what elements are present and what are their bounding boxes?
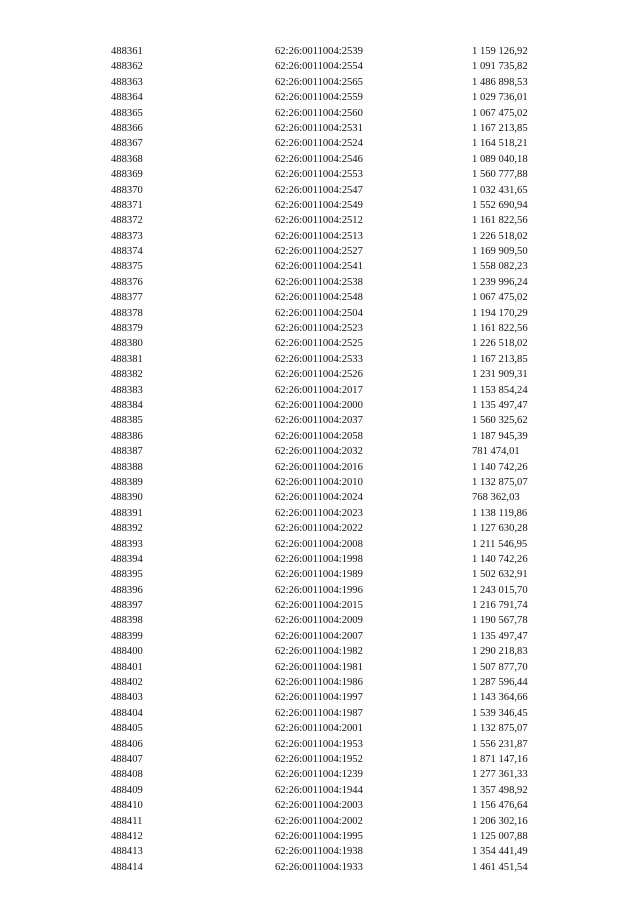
table-row: [0, 321, 640, 336]
table-row: [0, 537, 640, 552]
cadastral-number: 62:26:0011004:2547: [275, 184, 363, 196]
cadastral-value: 1 091 735,82: [472, 61, 528, 73]
record-number: 488372: [111, 215, 143, 227]
record-number: 488402: [111, 677, 143, 689]
record-number: 488400: [111, 646, 143, 658]
cadastral-value: 1 140 742,26: [472, 461, 528, 473]
cadastral-number: 62:26:0011004:2016: [275, 461, 363, 473]
cadastral-value: 1 138 119,86: [472, 507, 528, 519]
table-row: [0, 136, 640, 151]
cadastral-number: 62:26:0011004:2003: [275, 800, 363, 812]
cadastral-number: 62:26:0011004:2539: [275, 46, 363, 57]
record-number: 488395: [111, 569, 143, 581]
table-row: [0, 798, 640, 813]
table-row: [0, 552, 640, 567]
record-number: 488388: [111, 461, 143, 473]
cadastral-value: 1 156 476,64: [472, 800, 528, 812]
cadastral-number: 62:26:0011004:2001: [275, 723, 363, 735]
table-row: [0, 259, 640, 274]
table-row: [0, 152, 640, 167]
table-row: [0, 75, 640, 90]
table-row: [0, 275, 640, 290]
cadastral-value: 1 127 630,28: [472, 523, 528, 535]
record-number: 488401: [111, 661, 143, 673]
cadastral-value: 1 552 690,94: [472, 199, 528, 211]
table-row: [0, 844, 640, 859]
cadastral-value: 1 507 877,70: [472, 661, 528, 673]
cadastral-number: 62:26:0011004:2549: [275, 199, 363, 211]
cadastral-value: 1 871 147,16: [472, 753, 528, 765]
cadastral-value: 1 556 231,87: [472, 738, 528, 750]
record-number: 488408: [111, 769, 143, 781]
table-row: [0, 583, 640, 598]
table-row: [0, 475, 640, 490]
record-number: 488394: [111, 553, 143, 565]
record-number: 488363: [111, 76, 143, 88]
cadastral-value: 1 226 518,02: [472, 230, 528, 242]
record-number: 488377: [111, 292, 143, 304]
cadastral-value: 1 243 015,70: [472, 584, 528, 596]
cadastral-value: 1 502 632,91: [472, 569, 528, 581]
cadastral-number: 62:26:0011004:1981: [275, 661, 363, 673]
cadastral-value: 1 560 325,62: [472, 415, 528, 427]
cadastral-value: 1 132 875,07: [472, 723, 528, 735]
record-number: 488379: [111, 323, 143, 335]
record-number: 488398: [111, 615, 143, 627]
record-number: 488390: [111, 492, 143, 504]
table-row: [0, 629, 640, 644]
cadastral-value: 768 362,03: [472, 492, 520, 504]
record-number: 488389: [111, 476, 143, 488]
cadastral-value: 1 135 497,47: [472, 630, 528, 642]
cadastral-number: 62:26:0011004:1982: [275, 646, 363, 658]
cadastral-number: 62:26:0011004:2553: [275, 169, 363, 181]
table-row: [0, 383, 640, 398]
record-number: 488362: [111, 61, 143, 73]
record-number: 488411: [111, 815, 143, 827]
record-number: 488391: [111, 507, 143, 519]
cadastral-value: 1 239 996,24: [472, 276, 528, 288]
cadastral-number: 62:26:0011004:2525: [275, 338, 363, 350]
cadastral-number: 62:26:0011004:2015: [275, 600, 363, 612]
cadastral-value: 1 216 791,74: [472, 600, 528, 612]
cadastral-number: 62:26:0011004:2017: [275, 384, 363, 396]
record-number: 488410: [111, 800, 143, 812]
record-number: 488385: [111, 415, 143, 427]
cadastral-value: 1 167 213,85: [472, 122, 528, 134]
record-number: 488383: [111, 384, 143, 396]
cadastral-number: 62:26:0011004:1944: [275, 784, 363, 796]
record-number: 488373: [111, 230, 143, 242]
cadastral-value: 1 357 498,92: [472, 784, 528, 796]
cadastral-value: 1 089 040,18: [472, 153, 528, 165]
record-number: 488381: [111, 353, 143, 365]
table-row: [0, 506, 640, 521]
cadastral-number: 62:26:0011004:2010: [275, 476, 363, 488]
cadastral-value: 781 474,01: [472, 446, 520, 458]
record-number: 488405: [111, 723, 143, 735]
record-number: 488403: [111, 692, 143, 704]
table-row: [0, 598, 640, 613]
cadastral-value: 1 161 822,56: [472, 215, 528, 227]
cadastral-value: 1 231 909,31: [472, 369, 528, 381]
record-number: 488386: [111, 430, 143, 442]
record-number: 488367: [111, 138, 143, 150]
record-number: 488365: [111, 107, 143, 119]
cadastral-value: 1 206 302,16: [472, 815, 528, 827]
record-number: 488396: [111, 584, 143, 596]
cadastral-number: 62:26:0011004:2000: [275, 399, 363, 411]
cadastral-number: 62:26:0011004:2565: [275, 76, 363, 88]
record-number: 488409: [111, 784, 143, 796]
table-row: [0, 460, 640, 475]
cadastral-number: 62:26:0011004:2037: [275, 415, 363, 427]
record-number: 488375: [111, 261, 143, 273]
table-row: [0, 183, 640, 198]
table-row: [0, 398, 640, 413]
cadastral-number: 62:26:0011004:2512: [275, 215, 363, 227]
table-row: [0, 44, 640, 59]
record-number: 488370: [111, 184, 143, 196]
cadastral-value: 1 539 346,45: [472, 707, 528, 719]
cadastral-number: 62:26:0011004:1986: [275, 677, 363, 689]
table-row: [0, 644, 640, 659]
cadastral-number: 62:26:0011004:2504: [275, 307, 363, 319]
cadastral-number: 62:26:0011004:2548: [275, 292, 363, 304]
cadastral-value: 1 153 854,24: [472, 384, 528, 396]
cadastral-number: 62:26:0011004:1987: [275, 707, 363, 719]
cadastral-value: 1 226 518,02: [472, 338, 528, 350]
record-number: 488380: [111, 338, 143, 350]
table-row: [0, 367, 640, 382]
cadastral-number: 62:26:0011004:2559: [275, 92, 363, 104]
record-number: 488404: [111, 707, 143, 719]
cadastral-value: 1 029 736,01: [472, 92, 528, 104]
record-number: 488366: [111, 122, 143, 134]
table-row: [0, 613, 640, 628]
cadastral-value: 1 558 082,23: [472, 261, 528, 273]
cadastral-value: 1 277 361,33: [472, 769, 528, 781]
cadastral-number: 62:26:0011004:2523: [275, 323, 363, 335]
table-row: [0, 521, 640, 536]
table-row: [0, 706, 640, 721]
record-number: 488397: [111, 600, 143, 612]
cadastral-number: 62:26:0011004:1995: [275, 830, 363, 842]
cadastral-value: 1 187 945,39: [472, 430, 528, 442]
cadastral-value: 1 194 170,29: [472, 307, 528, 319]
table-row: [0, 783, 640, 798]
table-row: [0, 567, 640, 582]
record-number: 488369: [111, 169, 143, 181]
cadastral-number: 62:26:0011004:2058: [275, 430, 363, 442]
table-row: [0, 198, 640, 213]
cadastral-number: 62:26:0011004:1239: [275, 769, 363, 781]
cadastral-number: 62:26:0011004:2008: [275, 538, 363, 550]
cadastral-number: 62:26:0011004:2513: [275, 230, 363, 242]
table-row: [0, 721, 640, 736]
table-row: [0, 413, 640, 428]
record-number: 488392: [111, 523, 143, 535]
record-number: 488371: [111, 199, 143, 211]
cadastral-number: 62:26:0011004:2531: [275, 122, 363, 134]
cadastral-value: 1 167 213,85: [472, 353, 528, 365]
cadastral-number: 62:26:0011004:1996: [275, 584, 363, 596]
cadastral-value: 1 067 475,02: [472, 292, 528, 304]
cadastral-number: 62:26:0011004:2526: [275, 369, 363, 381]
cadastral-number: 62:26:0011004:2541: [275, 261, 363, 273]
table-row: [0, 167, 640, 182]
cadastral-value: 1 125 007,88: [472, 830, 528, 842]
table-row: [0, 444, 640, 459]
table-row: [0, 429, 640, 444]
table-row: [0, 336, 640, 351]
record-number: 488393: [111, 538, 143, 550]
table-row: [0, 814, 640, 829]
table-row: [0, 737, 640, 752]
table-row: [0, 306, 640, 321]
table-row: [0, 90, 640, 105]
record-number: 488407: [111, 753, 143, 765]
record-number: 488413: [111, 846, 143, 858]
table-row: [0, 829, 640, 844]
cadastral-number: 62:26:0011004:2032: [275, 446, 363, 458]
table-row: [0, 213, 640, 228]
table-row: [0, 490, 640, 505]
record-number: 488412: [111, 830, 143, 842]
cadastral-number: 62:26:0011004:2546: [275, 153, 363, 165]
cadastral-number: 62:26:0011004:2538: [275, 276, 363, 288]
cadastral-value: 1 135 497,47: [472, 399, 528, 411]
record-number: 488382: [111, 369, 143, 381]
cadastral-value: 1 032 431,65: [472, 184, 528, 196]
table-row: [0, 121, 640, 136]
record-number: 488399: [111, 630, 143, 642]
cadastral-number: 62:26:0011004:2024: [275, 492, 363, 504]
cadastral-value: 1 159 126,92: [472, 46, 528, 57]
cadastral-number: 62:26:0011004:2527: [275, 246, 363, 258]
record-number: 488414: [111, 861, 143, 873]
record-number: 488374: [111, 246, 143, 258]
table-row: [0, 59, 640, 74]
cadastral-number: 62:26:0011004:1998: [275, 553, 363, 565]
table-row: [0, 752, 640, 767]
cadastral-number: 62:26:0011004:2009: [275, 615, 363, 627]
record-number: 488376: [111, 276, 143, 288]
table-row: [0, 860, 640, 875]
record-number: 488364: [111, 92, 143, 104]
record-number: 488406: [111, 738, 143, 750]
cadastral-value: 1 067 475,02: [472, 107, 528, 119]
cadastral-value: 1 211 546,95: [472, 538, 528, 550]
cadastral-value: 1 461 451,54: [472, 861, 528, 873]
record-number: 488384: [111, 399, 143, 411]
registry-table: [0, 44, 640, 875]
cadastral-number: 62:26:0011004:2002: [275, 815, 363, 827]
record-number: 488378: [111, 307, 143, 319]
table-row: [0, 690, 640, 705]
cadastral-number: 62:26:0011004:1933: [275, 861, 363, 873]
table-row: [0, 660, 640, 675]
cadastral-number: 62:26:0011004:1997: [275, 692, 363, 704]
cadastral-value: 1 169 909,50: [472, 246, 528, 258]
cadastral-value: 1 140 742,26: [472, 553, 528, 565]
cadastral-number: 62:26:0011004:2554: [275, 61, 363, 73]
table-row: [0, 767, 640, 782]
cadastral-number: 62:26:0011004:2533: [275, 353, 363, 365]
cadastral-value: 1 290 218,83: [472, 646, 528, 658]
cadastral-value: 1 161 822,56: [472, 323, 528, 335]
cadastral-value: 1 143 364,66: [472, 692, 528, 704]
table-row: [0, 675, 640, 690]
cadastral-value: 1 132 875,07: [472, 476, 528, 488]
cadastral-number: 62:26:0011004:2524: [275, 138, 363, 150]
cadastral-value: 1 354 441,49: [472, 846, 528, 858]
record-number: 488361: [111, 46, 143, 57]
cadastral-value: 1 560 777,88: [472, 169, 528, 181]
cadastral-number: 62:26:0011004:1938: [275, 846, 363, 858]
table-row: [0, 106, 640, 121]
cadastral-number: 62:26:0011004:2007: [275, 630, 363, 642]
cadastral-number: 62:26:0011004:2560: [275, 107, 363, 119]
record-number: 488387: [111, 446, 143, 458]
cadastral-number: 62:26:0011004:2022: [275, 523, 363, 535]
record-number: 488368: [111, 153, 143, 165]
table-row: [0, 244, 640, 259]
table-row: [0, 290, 640, 305]
cadastral-value: 1 190 567,78: [472, 615, 528, 627]
cadastral-number: 62:26:0011004:1989: [275, 569, 363, 581]
cadastral-number: 62:26:0011004:1952: [275, 753, 363, 765]
table-row: [0, 352, 640, 367]
cadastral-value: 1 287 596,44: [472, 677, 528, 689]
table-row: [0, 229, 640, 244]
cadastral-number: 62:26:0011004:1953: [275, 738, 363, 750]
cadastral-number: 62:26:0011004:2023: [275, 507, 363, 519]
cadastral-value: 1 486 898,53: [472, 76, 528, 88]
cadastral-value: 1 164 518,21: [472, 138, 528, 150]
